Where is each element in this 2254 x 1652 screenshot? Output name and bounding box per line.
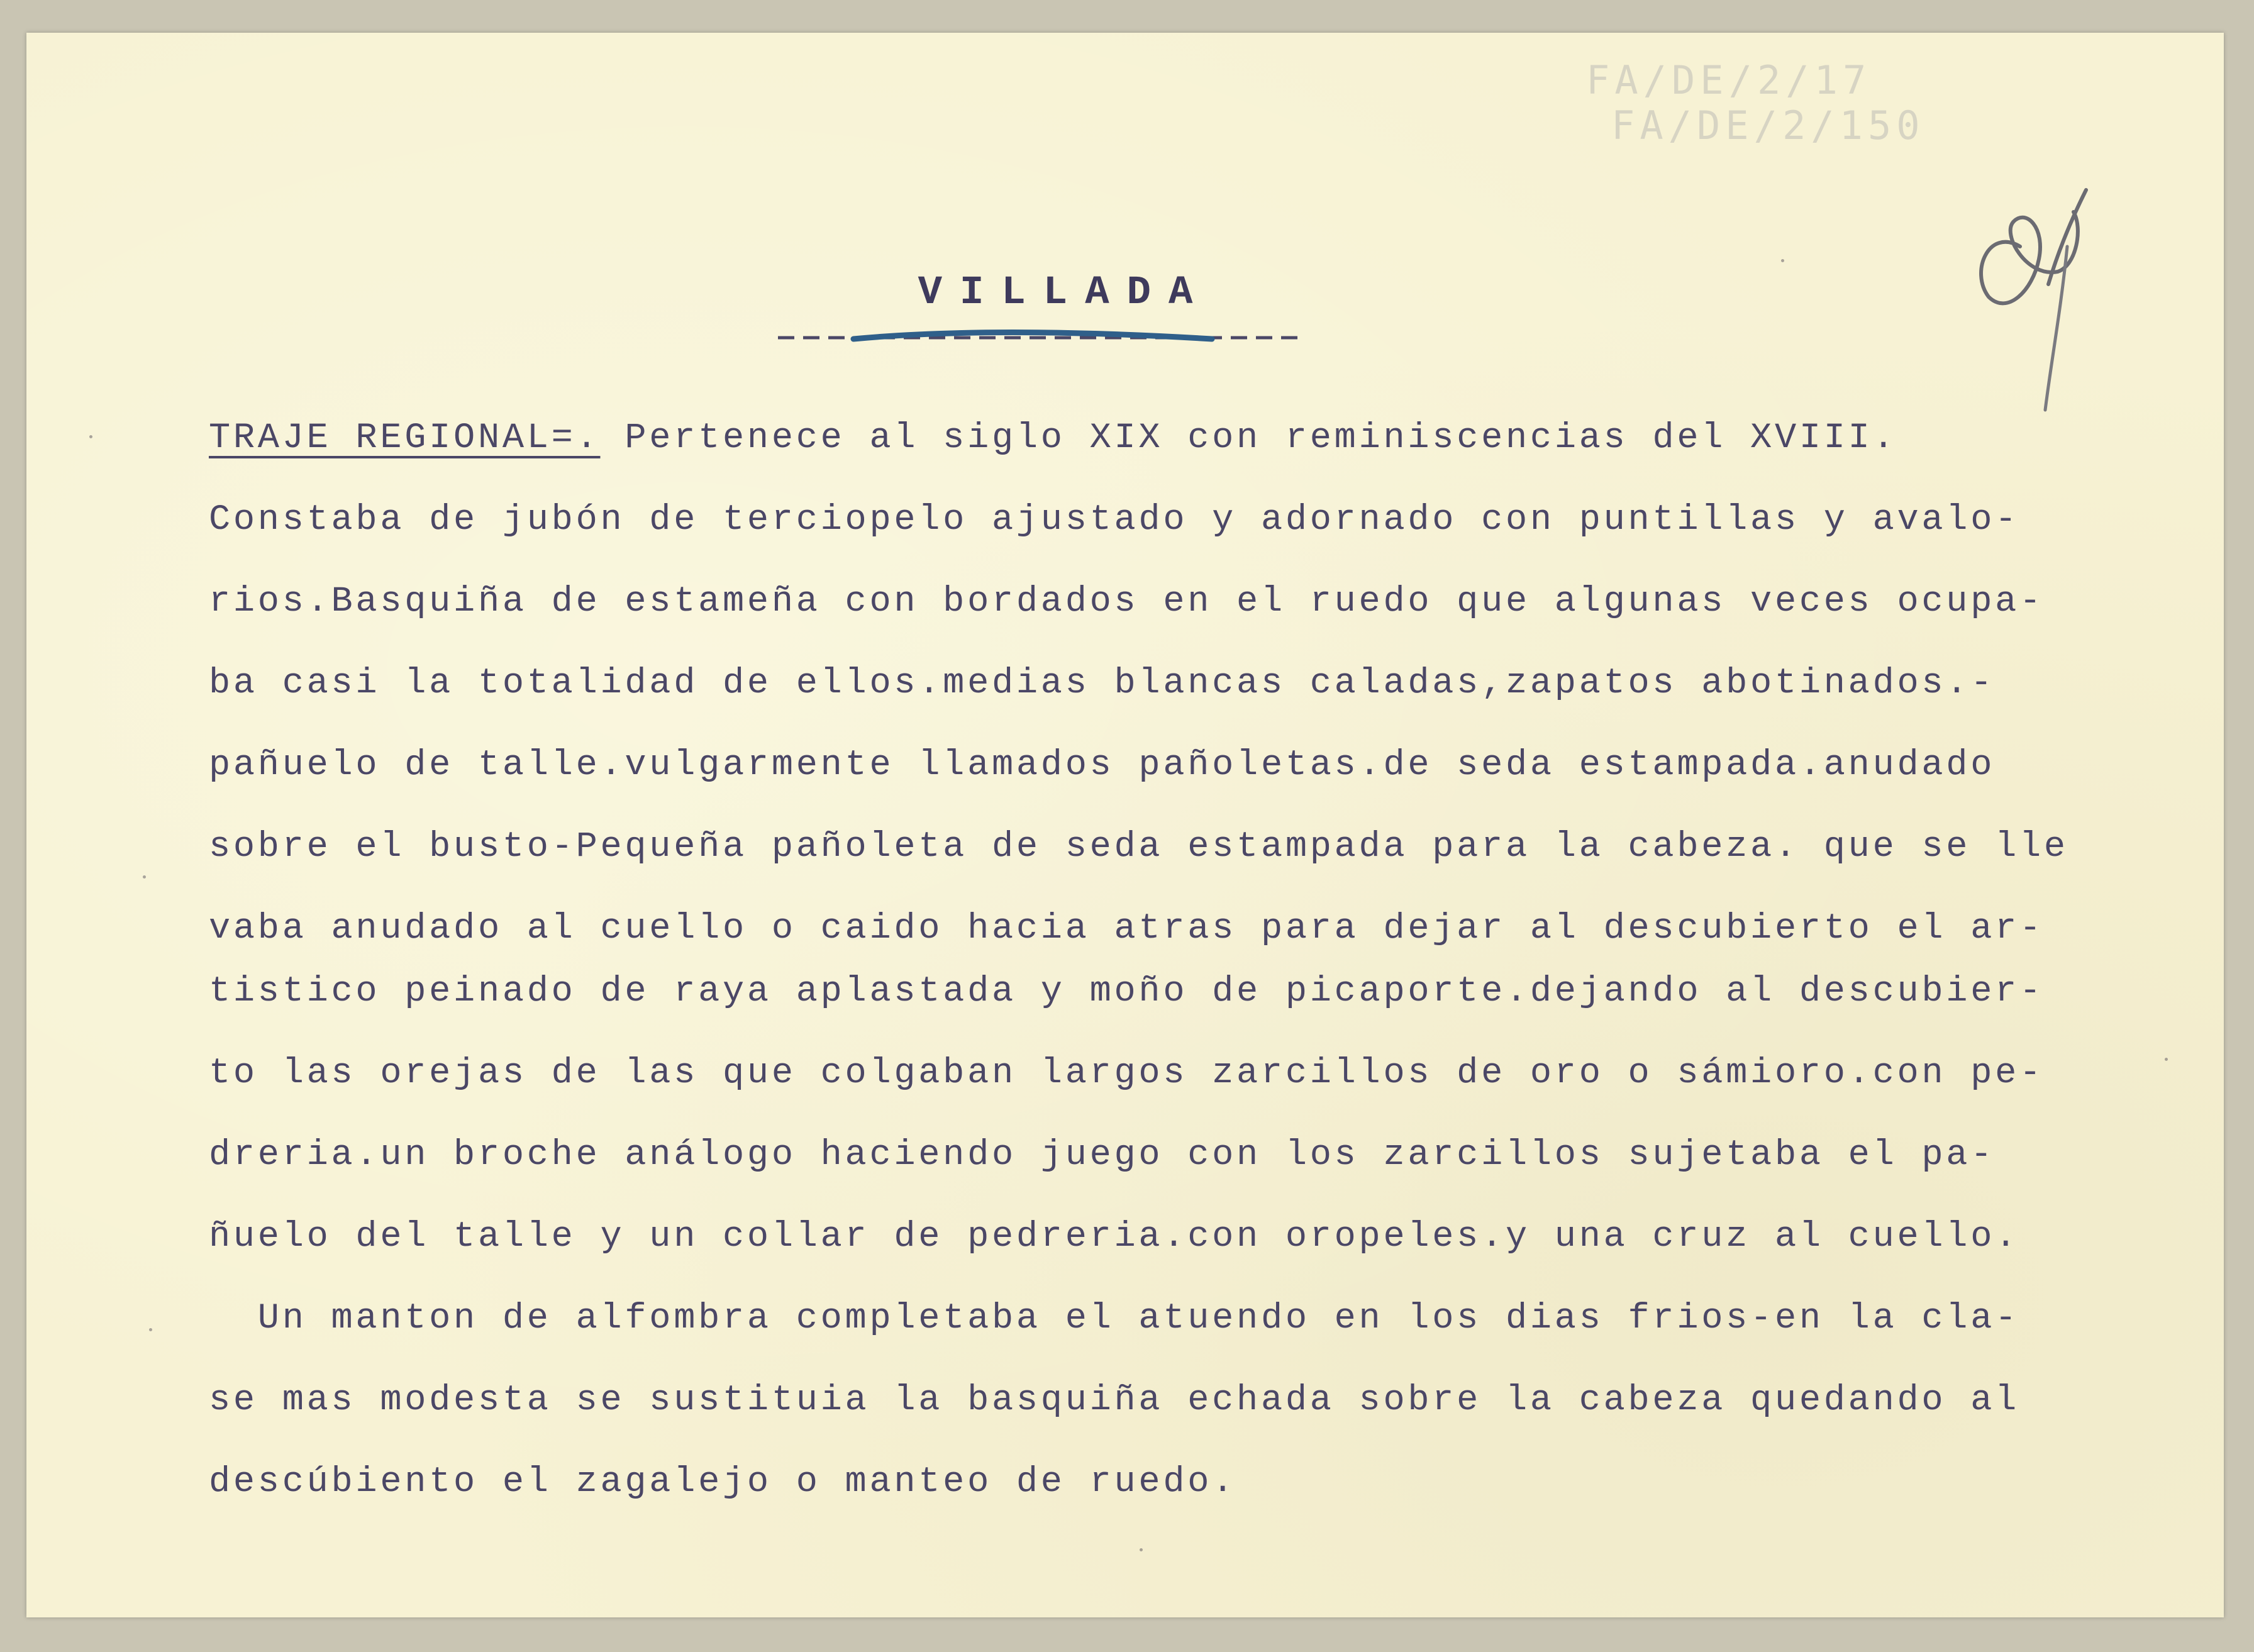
text-line: ñuelo del talle y un collar de pedreria.con oropeles.y una cruz al cuello. (209, 1217, 2020, 1257)
text-line: dreria.un broche análogo haciendo juego con los zarcillos sujetaba el pa- (209, 1135, 1996, 1175)
text-line: sobre el busto-Pequeña pañoleta de seda estampada para la cabeza. que se lle (209, 827, 2068, 867)
text-line: to las orejas de las que colgaban largos zarcillos de oro o sámioro.con pe- (209, 1053, 2044, 1094)
handwritten-signature (1932, 152, 2121, 423)
archive-stamp (1567, 58, 1925, 148)
stamp-line-2: FA/DE/2/150 (1611, 103, 1925, 148)
title-underline (772, 325, 1313, 350)
text-line: vaba anudado al cuello o caido hacia atras para dejar al descubierto el ar- (209, 909, 2044, 949)
text-line: Un manton de alfombra completaba el atuendo en los dias frios-en la cla- (209, 1299, 2020, 1339)
text-line: se mas modesta se sustituia la basquiña echada sobre la cabeza quedando al (209, 1380, 2020, 1421)
text-line: tistico peinado de raya aplastada y moño de picaporte.dejando al descubier- (209, 972, 2044, 1012)
section-heading: TRAJE REGIONAL=. (209, 418, 601, 458)
line-text: Pertenece al siglo XIX con reminiscencias del XVIII. (600, 418, 1897, 458)
stamp-line-1: FA/DE/2/17 (1586, 57, 1872, 103)
text-line: descúbiento el zagalejo o manteo de ruedo. (209, 1462, 1237, 1502)
text-line: rios.Basquiña de estameña con bordados en el ruedo que algunas veces ocupa- (209, 582, 2044, 622)
text-line: ba casi la totalidad de ellos.medias blancas caladas,zapatos abotinados.- (209, 663, 1996, 704)
document-title: VILLADA (918, 270, 1211, 316)
text-line (209, 397, 2165, 479)
text-line: Constaba de jubón de terciopelo ajustado y adornado con puntillas y avalo- (209, 500, 2020, 540)
text-line: pañuelo de talle.vulgarmente llamados pañoletas.de seda estampada.anudado (209, 745, 1996, 785)
typewritten-page (26, 33, 2224, 1617)
document-body (209, 397, 2165, 1523)
